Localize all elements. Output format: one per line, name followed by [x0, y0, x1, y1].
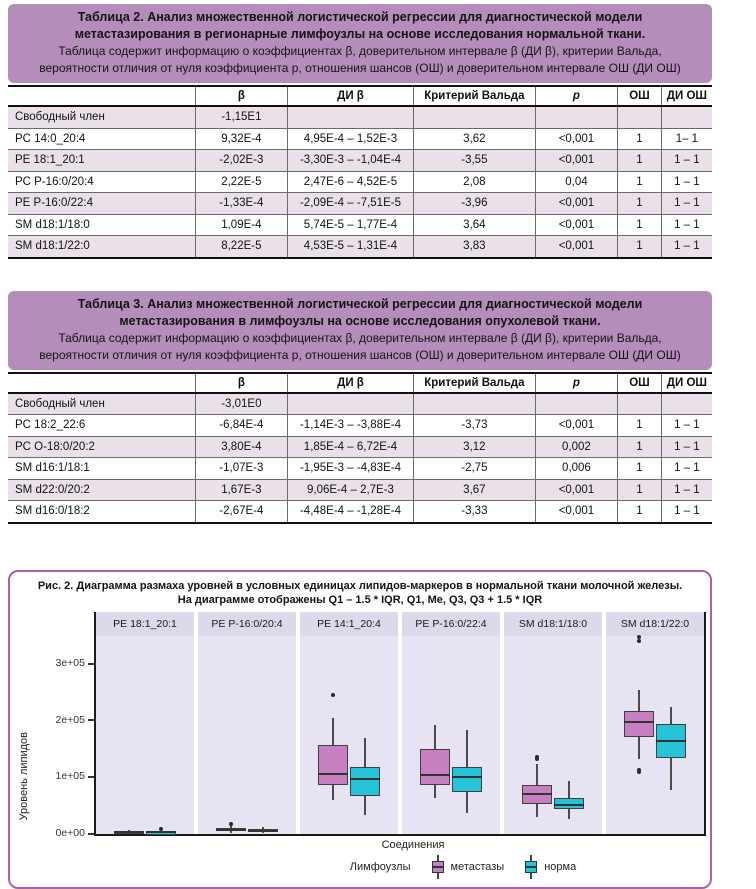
- facet-panel: [504, 612, 602, 834]
- table-cell: <0,001: [535, 193, 617, 215]
- table-cell: 3,83: [413, 236, 535, 258]
- table-cell: -2,09E-4 – -7,51E-5: [287, 193, 413, 215]
- y-tick-mark: [88, 833, 94, 835]
- y-tick-label: 1e+05: [55, 770, 85, 783]
- table-row: [8, 150, 712, 172]
- table-cell: [287, 393, 413, 415]
- table-cell: Свободный член: [8, 393, 195, 415]
- facet-strip-label: SM d18:1/18:0: [504, 612, 602, 636]
- plot-grid: [40, 612, 706, 839]
- table-cell: 3,12: [413, 436, 535, 458]
- table-row: [8, 106, 712, 128]
- y-tick-label: 0e+00: [55, 827, 85, 839]
- facet-panel: [198, 612, 296, 834]
- table-cell: 0,006: [535, 458, 617, 480]
- table-cell: SM d18:1/18:0: [15, 218, 90, 231]
- column-header: ДИ β: [287, 86, 413, 106]
- facet-strip-label: PE P-16:0/22:4: [402, 612, 500, 636]
- table-cell: [661, 393, 712, 415]
- table-cell: 1 – 1: [661, 479, 712, 501]
- table-cell: -3,55: [413, 150, 535, 172]
- table-row: [8, 128, 712, 150]
- column-header: p: [535, 86, 617, 106]
- y-tick-label: 2e+05: [55, 713, 85, 726]
- table-cell: -3,33: [413, 501, 535, 523]
- boxplot-outlier: [229, 822, 233, 826]
- table3-section: [8, 291, 712, 524]
- facet-strip-label: PE 14:1_20:4: [300, 612, 398, 636]
- table-row: [8, 236, 712, 258]
- table-cell: -1,95E-3 – -4,83E-4: [287, 458, 413, 480]
- table-cell: 1,09E-4: [195, 214, 287, 236]
- column-header: [8, 86, 195, 106]
- table-cell: 1: [618, 436, 662, 458]
- figure2-caption: [14, 579, 706, 607]
- table3-title: Таблица 3. Анализ множественной логистической регрессии для диагностической модели метастазирования в лимфоузлы на основе исследования опухолевой ткани.: [77, 296, 643, 328]
- table-cell: 8,22E-5: [195, 236, 287, 258]
- facet-strip-label: PE P-16:0/20:4: [198, 612, 296, 636]
- boxplot-median: [318, 773, 348, 775]
- table-cell: 1: [618, 501, 662, 523]
- table-row: [8, 393, 712, 415]
- table-cell: -2,02E-3: [195, 150, 287, 172]
- table-cell: -3,30E-3 – -1,04E-4: [287, 150, 413, 172]
- facet-strip-label: SM d18:1/22:0: [606, 612, 704, 636]
- table-cell: 2,08: [413, 171, 535, 193]
- table-cell: -1,33E-4: [195, 193, 287, 215]
- table-row: [8, 501, 712, 523]
- table-row: [8, 479, 712, 501]
- table-cell: [618, 106, 662, 128]
- table-cell: 1 – 1: [661, 436, 712, 458]
- y-tick-mark: [88, 663, 94, 665]
- facet-panel: [402, 612, 500, 834]
- boxplot-outlier: [637, 768, 641, 772]
- facet-strip-label: PE 18:1_20:1: [96, 612, 194, 636]
- facet-panel: [96, 612, 194, 834]
- table-cell: 3,67: [413, 479, 535, 501]
- facet-panel-body: [96, 636, 194, 834]
- table-cell: <0,001: [535, 236, 617, 258]
- column-header: β: [195, 373, 287, 393]
- boxplot-median: [146, 831, 176, 833]
- table-cell: 1: [618, 458, 662, 480]
- table-cell: 2,47E-6 – 4,52E-5: [287, 171, 413, 193]
- figure2-section: [8, 570, 712, 889]
- table-cell: 1: [618, 150, 662, 172]
- facet-panel-body: [606, 636, 704, 834]
- column-header: ДИ ОШ: [661, 86, 712, 106]
- table-cell: SM d22:0/20:2: [8, 479, 195, 501]
- table-cell: SM d16:0/18:2: [15, 505, 90, 518]
- table-cell: 3,62: [413, 128, 535, 150]
- table-row: [8, 458, 712, 480]
- table-cell: PE P-16:0/22:4: [8, 193, 195, 215]
- table-cell: 1 – 1: [661, 193, 712, 215]
- boxplot-outlier: [331, 693, 335, 697]
- table-cell: [413, 393, 535, 415]
- table-header-row: [8, 373, 712, 393]
- x-axis-label: Соединения: [381, 838, 445, 851]
- table-cell: <0,001: [535, 501, 617, 523]
- table3-subtitle: Таблица содержит информацию о коэффициентах β, доверительном интервале β (ДИ β), критерии Вальда, вероятности отличия от нуля коэффициента p, отношения шансов (ОШ) и доверительном интервале ОШ (ДИ ОШ): [39, 330, 681, 362]
- boxplot-median: [350, 778, 380, 780]
- table-cell: 5,74E-5 – 1,77E-4: [287, 214, 413, 236]
- boxplot-median: [216, 829, 246, 831]
- table-cell: Свободный член: [8, 106, 195, 128]
- boxplot-median: [114, 831, 144, 833]
- column-header: Критерий Вальда: [413, 373, 535, 393]
- boxplot-box: [624, 711, 654, 737]
- boxplot-median: [248, 830, 278, 832]
- table-cell: 9,06E-4 – 2,7E-3: [287, 479, 413, 501]
- legend-item: [524, 855, 576, 879]
- column-header: p: [535, 373, 617, 393]
- table-cell: 3,64: [413, 214, 535, 236]
- table-cell: -3,96: [413, 193, 535, 215]
- boxplot-outlier: [637, 635, 641, 639]
- table-cell: -1,14E-3 – -3,88E-4: [287, 415, 413, 437]
- column-header: ДИ ОШ: [661, 373, 712, 393]
- table-cell: 1,67E-3: [195, 479, 287, 501]
- boxplot-box: [452, 767, 482, 792]
- y-tick-mark: [88, 719, 94, 721]
- table-cell: 1 – 1: [661, 501, 712, 523]
- boxplot-median: [656, 740, 686, 742]
- boxplot-outlier: [535, 755, 539, 759]
- boxplot-glyph-icon: [524, 855, 538, 879]
- table-cell: [535, 106, 617, 128]
- boxplot-median: [554, 804, 584, 806]
- table-cell: 1: [618, 415, 662, 437]
- table2-section: [8, 0, 712, 259]
- facet-panel-body: [198, 636, 296, 834]
- table-cell: 1: [618, 193, 662, 215]
- table-cell: <0,001: [535, 479, 617, 501]
- figure2-caption-line2: На диаграмме отображены Q1 – 1.5 * IQR, Q1, Me, Q3, Q3 + 1.5 * IQR: [177, 593, 543, 606]
- y-tick-mark: [88, 776, 94, 778]
- table-cell: 1,85E-4 – 6,72E-4: [287, 436, 413, 458]
- column-header: ДИ β: [287, 373, 413, 393]
- table3-title-bar: [8, 291, 712, 370]
- y-tick-label: 3e+05: [55, 657, 85, 670]
- boxplot-box: [350, 767, 380, 796]
- table2-title-bar: [8, 4, 712, 83]
- table-cell: <0,001: [535, 128, 617, 150]
- table-cell: [661, 106, 712, 128]
- table-cell: [535, 393, 617, 415]
- boxplot-glyph-icon: [431, 855, 445, 879]
- table-cell: 0,04: [535, 171, 617, 193]
- facet-panel-body: [402, 636, 500, 834]
- boxplot-median: [624, 721, 654, 723]
- table-cell: [618, 393, 662, 415]
- regression-table-normal-tissue: [8, 85, 712, 259]
- table-cell: 1: [618, 479, 662, 501]
- table-cell: -6,84E-4: [195, 415, 287, 437]
- table-cell: -2,67E-4: [195, 501, 287, 523]
- table-row: [8, 171, 712, 193]
- table-cell: 3,80E-4: [195, 436, 287, 458]
- table-cell: [287, 106, 413, 128]
- boxplot-box: [420, 749, 450, 786]
- table-cell: 1: [618, 236, 662, 258]
- table-cell: 1 – 1: [661, 150, 712, 172]
- boxplot-outlier: [637, 639, 641, 643]
- table-cell: 0,002: [535, 436, 617, 458]
- table-cell: 9,32E-4: [195, 128, 287, 150]
- legend-title: Лимфоузлы: [349, 860, 411, 873]
- boxplot-median: [522, 793, 552, 795]
- facet-panel-body: [300, 636, 398, 834]
- table-cell: SM d18:1/22:0: [8, 236, 195, 258]
- y-axis-label: Уровень липидов: [18, 731, 30, 820]
- table-cell: PC P-16:0/20:4: [15, 175, 94, 188]
- table-cell: 1– 1: [661, 128, 712, 150]
- table2-title: Таблица 2. Анализ множественной логистической регрессии для диагностической модели метастазирования в регионарные лимфоузлы на основе исследования нормальной ткани.: [74, 10, 646, 41]
- table-cell: 1 – 1: [661, 171, 712, 193]
- table-cell: -1,15E1: [195, 106, 287, 128]
- table-cell: <0,001: [535, 415, 617, 437]
- figure2-caption-line1: Рис. 2. Диаграмма размаха уровней в условных единицах липидов-маркеров в нормальной ткани молочной железы.: [37, 579, 683, 592]
- table-cell: 4,53E-5 – 1,31E-4: [287, 236, 413, 258]
- table-cell: 1 – 1: [661, 458, 712, 480]
- column-header: Критерий Вальда: [413, 86, 535, 106]
- table-cell: -4,48E-4 – -1,28E-4: [287, 501, 413, 523]
- table-cell: 1: [618, 214, 662, 236]
- table-cell: [413, 106, 535, 128]
- table-row: [8, 415, 712, 437]
- table2-subtitle: Таблица содержит информацию о коэффициентах β, доверительном интервале β (ДИ β), критерии Вальда, вероятности отличия от нуля коэффициента p, отношения шансов (ОШ) и доверительном интервале ОШ (ДИ ОШ): [39, 44, 681, 75]
- column-header: [8, 373, 195, 393]
- table-cell: -3,73: [413, 415, 535, 437]
- regression-table-tumor-tissue: [8, 372, 712, 524]
- table-cell: 1 – 1: [661, 236, 712, 258]
- legend-label: метастазы: [450, 860, 505, 873]
- table-cell: SM d16:1/18:1: [15, 462, 90, 475]
- table-cell: -1,07E-3: [195, 458, 287, 480]
- legend-label: норма: [544, 860, 577, 873]
- table-cell: <0,001: [535, 214, 617, 236]
- facet-panel-body: [504, 636, 602, 834]
- boxplot-outlier: [159, 827, 163, 831]
- table-cell: 1: [618, 128, 662, 150]
- table-cell: 1: [618, 171, 662, 193]
- table-cell: -2,75: [413, 458, 535, 480]
- chart-legend: [170, 855, 756, 879]
- facet-panel: [300, 612, 398, 834]
- table-cell: -3,01E0: [195, 393, 287, 415]
- table-cell: 1 – 1: [661, 415, 712, 437]
- column-header: β: [195, 86, 287, 106]
- table-cell: <0,001: [535, 150, 617, 172]
- column-header: ОШ: [618, 86, 662, 106]
- column-header: ОШ: [618, 373, 662, 393]
- table-cell: PC 14:0_20:4: [15, 132, 86, 145]
- table-row: [8, 193, 712, 215]
- y-axis: [40, 612, 94, 839]
- boxplot-median: [452, 776, 482, 778]
- table-cell: 1 – 1: [661, 214, 712, 236]
- table-row: [8, 214, 712, 236]
- table-cell: PC 18:2_22:6: [15, 419, 86, 432]
- boxplot-median: [420, 774, 450, 776]
- legend-item: [431, 855, 505, 879]
- table-cell: 2,22E-5: [195, 171, 287, 193]
- facet-panel: [606, 612, 704, 834]
- table-header-row: [8, 86, 712, 106]
- boxplot-box: [318, 745, 348, 785]
- facet-panels: [94, 612, 706, 836]
- boxplot-chart: [14, 612, 706, 879]
- table-cell: 4,95E-4 – 1,52E-3: [287, 128, 413, 150]
- table-cell: PE 18:1_20:1: [8, 150, 195, 172]
- table-cell: PC O-18:0/20:2: [8, 436, 195, 458]
- table-row: [8, 436, 712, 458]
